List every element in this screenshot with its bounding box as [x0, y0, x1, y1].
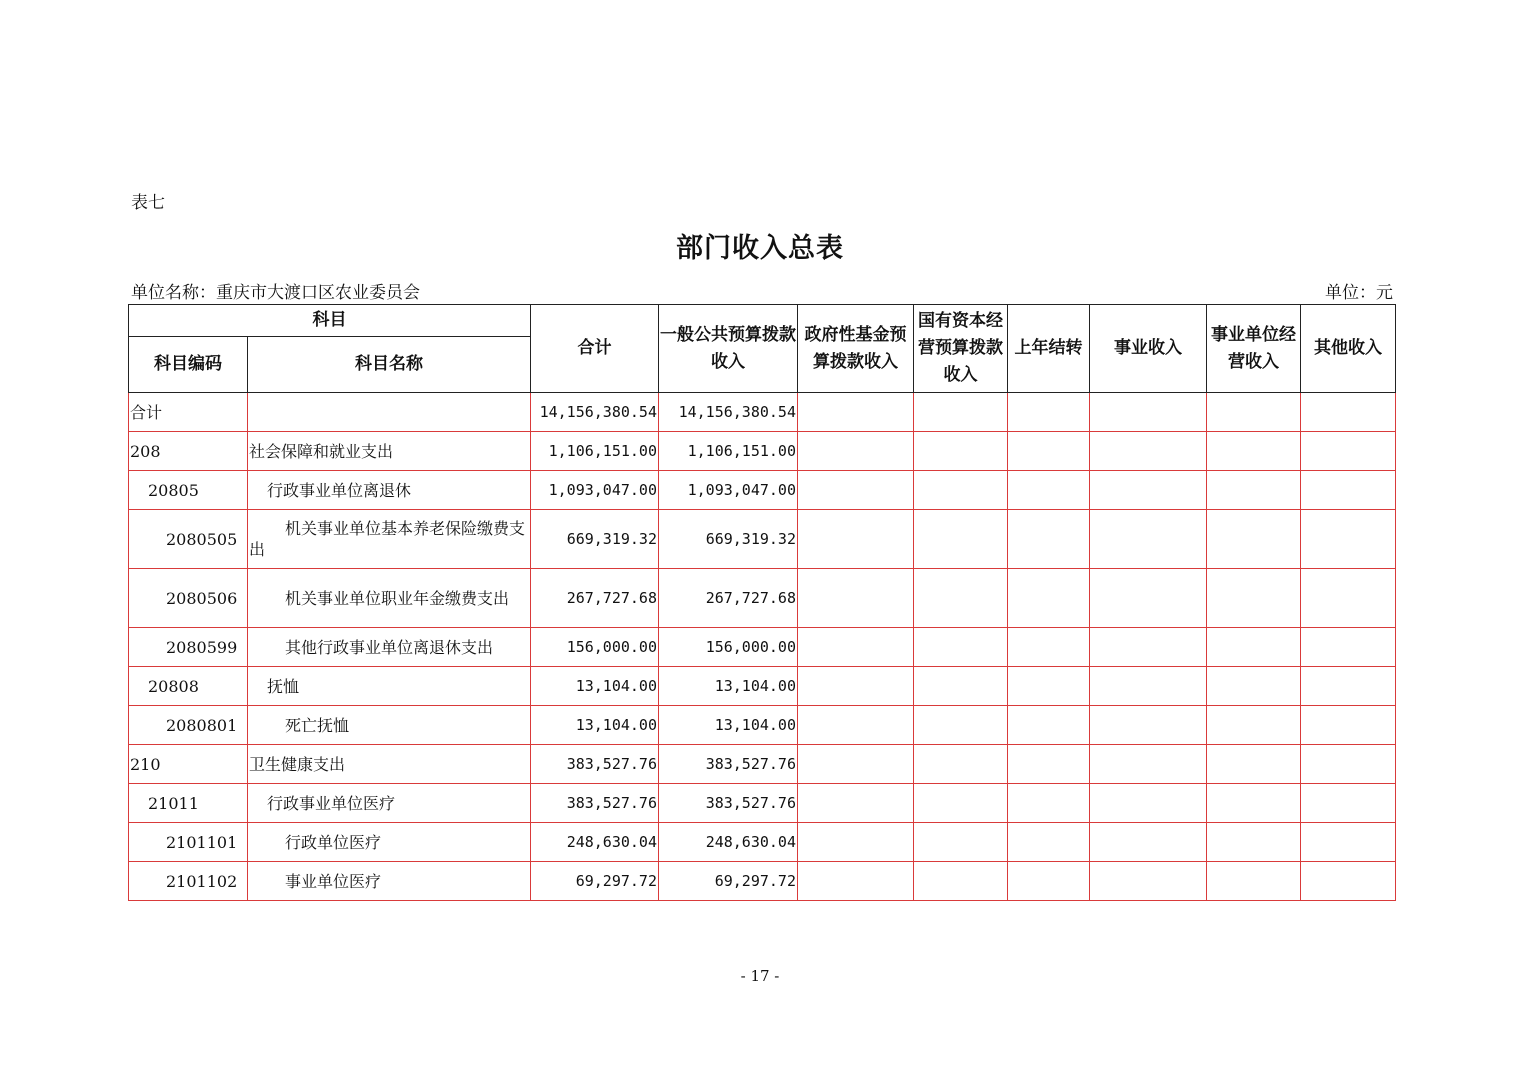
row-business-income: [1090, 471, 1207, 510]
row-name: 行政事业单位医疗: [267, 793, 396, 813]
unit-measure: 单位：元: [1325, 283, 1393, 303]
row-total: 383,527.76: [531, 745, 659, 784]
row-carryover: [1008, 432, 1090, 471]
row-code: 210: [129, 745, 248, 784]
row-other-income: [1301, 569, 1396, 628]
row-operating-income: [1207, 745, 1301, 784]
row-general-budget: 13,104.00: [659, 667, 798, 706]
row-carryover: [1008, 862, 1090, 901]
row-carryover: [1008, 393, 1090, 432]
row-carryover: [1008, 706, 1090, 745]
row-gov-fund: [798, 706, 914, 745]
row-general-budget: 267,727.68: [659, 569, 798, 628]
row-name: 其他行政事业单位离退休支出: [285, 637, 494, 657]
row-gov-fund: [798, 393, 914, 432]
table-row: [129, 628, 1396, 667]
row-gov-fund: [798, 667, 914, 706]
row-business-income: [1090, 784, 1207, 823]
row-code: 2080801: [166, 715, 238, 735]
row-business-income: [1090, 823, 1207, 862]
row-total: 14,156,380.54: [531, 393, 659, 432]
page-number: - 17 -: [740, 967, 780, 985]
row-operating-income: [1207, 432, 1301, 471]
row-gov-fund: [798, 784, 914, 823]
row-name: 社会保障和就业支出: [248, 432, 531, 471]
row-general-budget: 69,297.72: [659, 862, 798, 901]
row-other-income: [1301, 393, 1396, 432]
row-other-income: [1301, 862, 1396, 901]
row-state-capital: [914, 823, 1008, 862]
row-name: 事业单位医疗: [285, 871, 382, 891]
row-operating-income: [1207, 510, 1301, 569]
row-operating-income: [1207, 628, 1301, 667]
row-code: 2101101: [166, 832, 238, 852]
header-carryover: 上年结转: [1008, 305, 1090, 393]
row-other-income: [1301, 823, 1396, 862]
row-gov-fund: [798, 432, 914, 471]
row-general-budget: 1,093,047.00: [659, 471, 798, 510]
row-carryover: [1008, 745, 1090, 784]
row-total: 248,630.04: [531, 823, 659, 862]
row-other-income: [1301, 706, 1396, 745]
row-total: 13,104.00: [531, 706, 659, 745]
row-name: 死亡抚恤: [285, 715, 350, 735]
unit-name: 单位名称：重庆市大渡口区农业委员会: [131, 283, 420, 303]
row-gov-fund: [798, 628, 914, 667]
row-other-income: [1301, 667, 1396, 706]
row-state-capital: [914, 628, 1008, 667]
header-total: 合计: [531, 305, 659, 393]
table-row: [129, 471, 1396, 510]
row-general-budget: 383,527.76: [659, 784, 798, 823]
row-total: 267,727.68: [531, 569, 659, 628]
table-row: [129, 745, 1396, 784]
row-gov-fund: [798, 471, 914, 510]
row-code: 2080599: [166, 637, 238, 657]
row-gov-fund: [798, 862, 914, 901]
table-row: [129, 823, 1396, 862]
table-row: [129, 393, 1396, 432]
row-code: 208: [129, 432, 248, 471]
header-operating-income: 事业单位经营收入: [1207, 305, 1301, 393]
row-operating-income: [1207, 569, 1301, 628]
table-row: [129, 862, 1396, 901]
row-business-income: [1090, 432, 1207, 471]
row-general-budget: 1,106,151.00: [659, 432, 798, 471]
row-business-income: [1090, 510, 1207, 569]
table-row: [129, 706, 1396, 745]
row-general-budget: 248,630.04: [659, 823, 798, 862]
row-code: 2101102: [166, 871, 238, 891]
row-total: 669,319.32: [531, 510, 659, 569]
row-total: 156,000.00: [531, 628, 659, 667]
row-carryover: [1008, 784, 1090, 823]
row-code: 20808: [148, 676, 199, 696]
row-operating-income: [1207, 706, 1301, 745]
row-name: 行政事业单位离退休: [267, 480, 412, 500]
row-business-income: [1090, 569, 1207, 628]
header-business-income: 事业收入: [1090, 305, 1207, 393]
table-row: [129, 510, 1396, 569]
income-table: [128, 304, 1396, 901]
table-row: [129, 784, 1396, 823]
row-other-income: [1301, 628, 1396, 667]
row-business-income: [1090, 667, 1207, 706]
row-state-capital: [914, 706, 1008, 745]
row-gov-fund: [798, 569, 914, 628]
row-operating-income: [1207, 393, 1301, 432]
row-name: 机关事业单位职业年金缴费支出: [285, 588, 510, 608]
row-name: 卫生健康支出: [248, 745, 531, 784]
row-operating-income: [1207, 862, 1301, 901]
row-code: 2080505: [166, 529, 238, 549]
row-total: 13,104.00: [531, 667, 659, 706]
page-title: 部门收入总表: [676, 233, 844, 264]
row-state-capital: [914, 569, 1008, 628]
row-name: 抚恤: [267, 676, 300, 696]
row-state-capital: [914, 667, 1008, 706]
row-other-income: [1301, 510, 1396, 569]
table-row: [129, 432, 1396, 471]
row-state-capital: [914, 510, 1008, 569]
header-subject-name: 科目名称: [248, 337, 531, 393]
table-row: [129, 667, 1396, 706]
row-code: 21011: [148, 793, 199, 813]
row-carryover: [1008, 667, 1090, 706]
header-state-capital: 国有资本经营预算拨款收入: [914, 305, 1008, 393]
row-name: [248, 393, 531, 432]
row-other-income: [1301, 784, 1396, 823]
table-body: [129, 393, 1396, 901]
row-state-capital: [914, 432, 1008, 471]
row-general-budget: 14,156,380.54: [659, 393, 798, 432]
header-general-budget: 一般公共预算拨款收入: [659, 305, 798, 393]
row-name: 机关事业单位基本养老保险缴费支出: [249, 519, 526, 559]
row-name: 行政单位医疗: [285, 832, 382, 852]
row-gov-fund: [798, 745, 914, 784]
row-operating-income: [1207, 823, 1301, 862]
row-state-capital: [914, 784, 1008, 823]
row-code: 合计: [129, 393, 248, 432]
row-state-capital: [914, 471, 1008, 510]
row-general-budget: 156,000.00: [659, 628, 798, 667]
row-state-capital: [914, 393, 1008, 432]
header-other-income: 其他收入: [1301, 305, 1396, 393]
row-total: 1,106,151.00: [531, 432, 659, 471]
row-gov-fund: [798, 823, 914, 862]
row-code: 2080506: [166, 588, 238, 608]
table-label: 表七: [131, 193, 165, 213]
row-business-income: [1090, 706, 1207, 745]
row-general-budget: 13,104.00: [659, 706, 798, 745]
row-total: 69,297.72: [531, 862, 659, 901]
table-header: [129, 305, 1396, 393]
row-gov-fund: [798, 510, 914, 569]
row-operating-income: [1207, 667, 1301, 706]
header-subject-code: 科目编码: [129, 337, 248, 393]
row-total: 383,527.76: [531, 784, 659, 823]
row-carryover: [1008, 510, 1090, 569]
row-state-capital: [914, 745, 1008, 784]
row-business-income: [1090, 745, 1207, 784]
row-carryover: [1008, 823, 1090, 862]
row-other-income: [1301, 471, 1396, 510]
row-business-income: [1090, 862, 1207, 901]
row-general-budget: 669,319.32: [659, 510, 798, 569]
row-carryover: [1008, 471, 1090, 510]
row-carryover: [1008, 628, 1090, 667]
row-business-income: [1090, 393, 1207, 432]
row-general-budget: 383,527.76: [659, 745, 798, 784]
row-business-income: [1090, 628, 1207, 667]
row-carryover: [1008, 569, 1090, 628]
header-subject-group: 科目: [129, 305, 531, 337]
header-gov-fund: 政府性基金预算拨款收入: [798, 305, 914, 393]
row-operating-income: [1207, 784, 1301, 823]
row-other-income: [1301, 432, 1396, 471]
row-code: 20805: [148, 480, 199, 500]
row-state-capital: [914, 862, 1008, 901]
table-row: [129, 569, 1396, 628]
row-other-income: [1301, 745, 1396, 784]
row-operating-income: [1207, 471, 1301, 510]
row-total: 1,093,047.00: [531, 471, 659, 510]
